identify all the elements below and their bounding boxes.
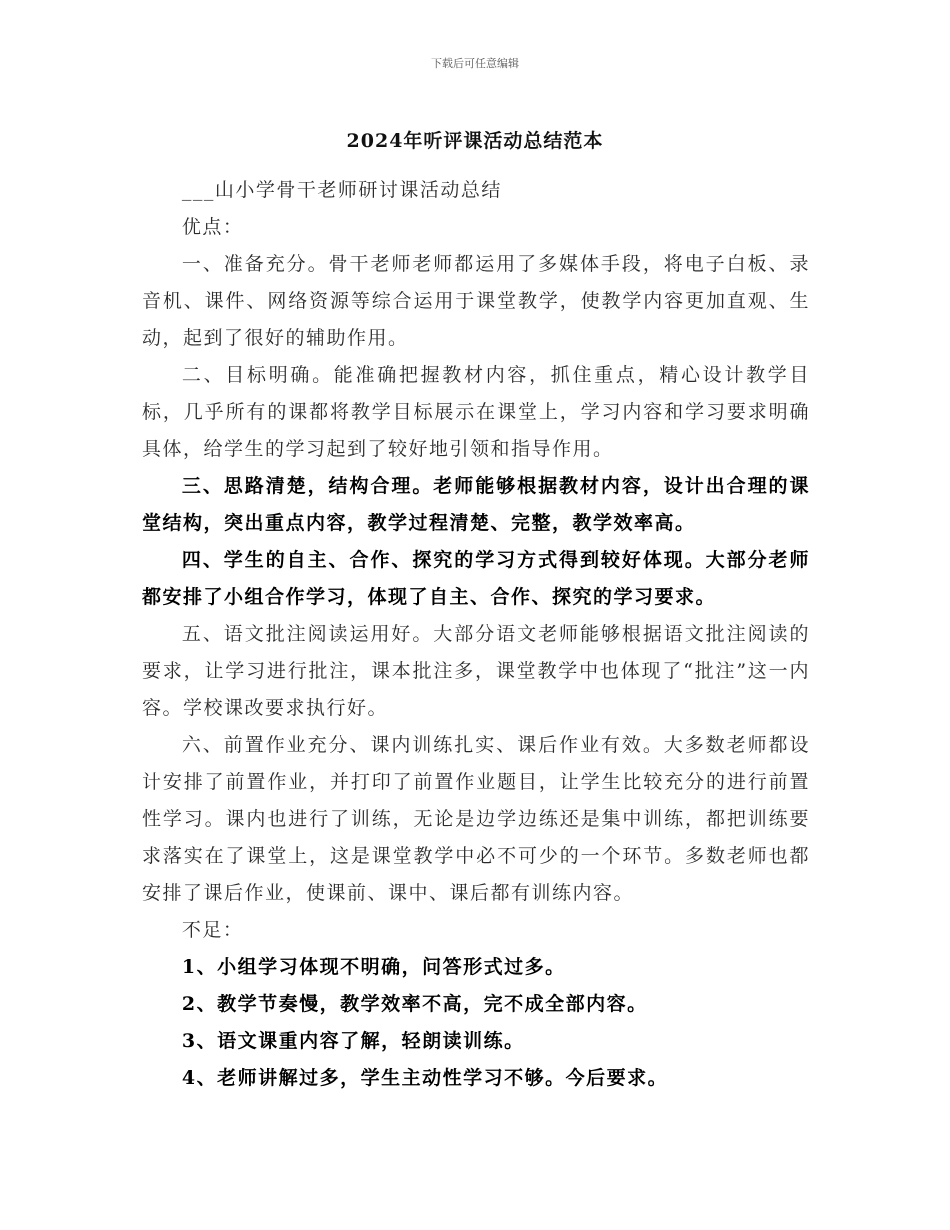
paragraph: 五、语文批注阅读运用好。大部分语文老师能够根据语文批注阅读的要求，让学习进行批注，课本批注多，课堂教学中也体现了“批注”这一内容。学校课改要求执行好。 bbox=[142, 623, 810, 719]
document-body bbox=[142, 172, 810, 1097]
header-note: 下载后可任意编辑 bbox=[431, 57, 519, 70]
paragraph: 3、语文课重内容了解，轻朗读训练。 bbox=[181, 1030, 525, 1052]
paragraph: 优点： bbox=[181, 216, 244, 238]
paragraph: 2、教学节奏慢，教学效率不高，完不成全部内容。 bbox=[181, 993, 648, 1015]
paragraph: 1、小组学习体现不明确，问答形式过多。 bbox=[181, 956, 566, 978]
paragraph: 二、目标明确。能准确把握教材内容，抓住重点，精心设计教学目标，几乎所有的课都将教学目标展示在课堂上，学习内容和学习要求明确具体，给学生的学习起到了较好地引领和指导作用。 bbox=[142, 364, 810, 460]
paragraph: 六、前置作业充分、课内训练扎实、课后作业有效。大多数老师都设计安排了前置作业，并打印了前置作业题目，让学生比较充分的进行前置性学习。课内也进行了训练，无论是边学边练还是集中训练，都把训练要求落实在了课堂上，这是课堂教学中必不可少的一个环节。多数老师也都安排了课后作业，使课前、课中、课后都有训练内容。 bbox=[142, 734, 810, 904]
paragraph: 三、思路清楚，结构合理。老师能够根据教材内容，设计出合理的课堂结构，突出重点内容，教学过程清楚、完整，教学效率高。 bbox=[142, 475, 810, 534]
document-title: 2024年听评课活动总结范本 bbox=[346, 130, 604, 152]
paragraph: 四、学生的自主、合作、探究的学习方式得到较好体现。大部分老师都安排了小组合作学习，体现了自主、合作、探究的学习要求。 bbox=[142, 549, 810, 608]
paragraph: ___山小学骨干老师研讨课活动总结 bbox=[181, 179, 502, 201]
paragraph: 4、老师讲解过多，学生主动性学习不够。今后要求。 bbox=[181, 1067, 669, 1089]
paragraph: 一、准备充分。骨干老师老师都运用了多媒体手段，将电子白板、录音机、课件、网络资源等综合运用于课堂教学，使教学内容更加直观、生动，起到了很好的辅助作用。 bbox=[142, 253, 810, 349]
paragraph: 不足： bbox=[181, 919, 244, 941]
